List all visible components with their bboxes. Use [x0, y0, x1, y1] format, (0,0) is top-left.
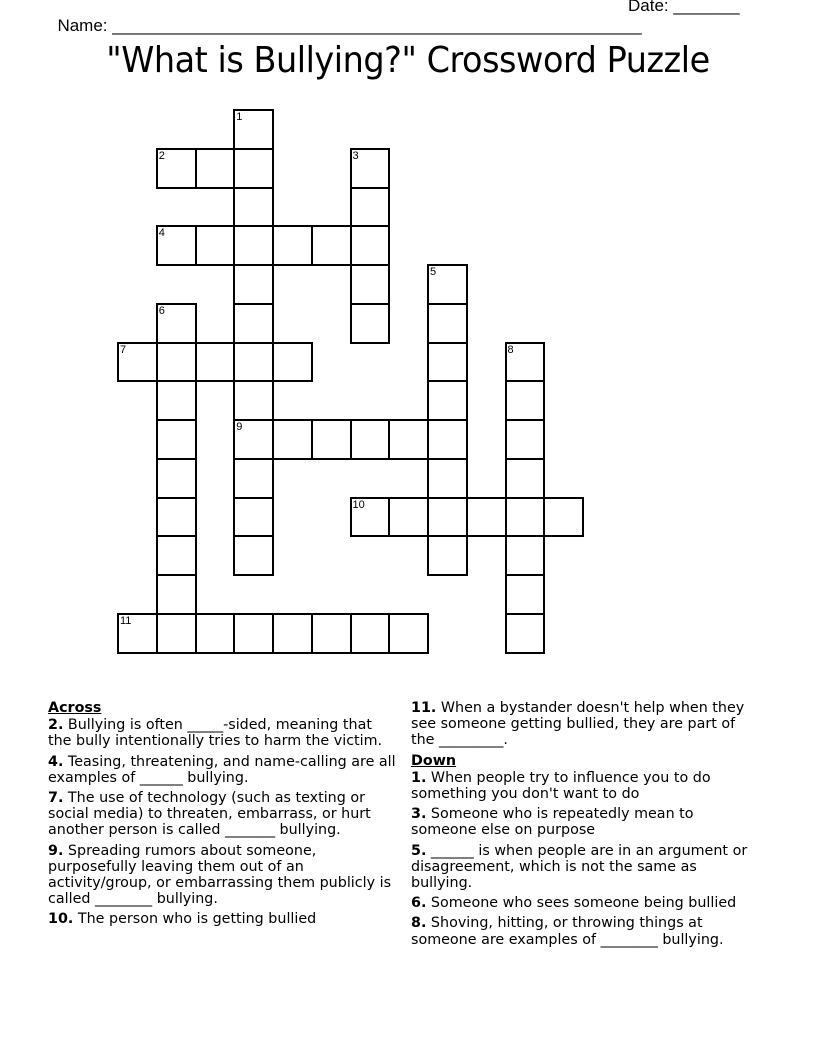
clue-text: Spreading rumors about someone, purposefully leaving them out of an activity/group, or embarrassing them publicly is called ________ bullying.: [48, 842, 392, 908]
grid-cell[interactable]: [233, 225, 274, 266]
grid-cell[interactable]: [233, 419, 274, 460]
clue-text: Someone who is repeatedly mean to someone else on purpose: [411, 806, 694, 839]
grid-cell[interactable]: [427, 303, 468, 344]
grid-cell[interactable]: [195, 148, 236, 189]
grid-cell[interactable]: [388, 497, 429, 538]
grid-cell[interactable]: [427, 419, 468, 460]
grid-cell[interactable]: [195, 225, 236, 266]
clue-text: The use of technology (such as texting or social media) to threaten, embarrass, or hurt another person is called _______ bullying.: [48, 790, 371, 839]
grid-cell[interactable]: [156, 497, 197, 538]
grid-cell[interactable]: [350, 303, 391, 344]
cell-number: 9: [236, 421, 243, 433]
cell-number: 6: [158, 304, 165, 317]
clue-across-7: [48, 790, 398, 839]
grid-cell[interactable]: [350, 148, 391, 189]
clue-number: 6.: [411, 895, 427, 912]
grid-cell[interactable]: [156, 342, 197, 383]
grid-cell[interactable]: [272, 419, 313, 460]
date-field-label[interactable]: Date: _______: [628, 0, 740, 15]
clue-text: ______ is when people are in an argument or disagreement, which is not the same as bullying.: [411, 842, 748, 892]
clue-number: 4.: [48, 753, 64, 770]
clue-text: Bullying is often _____-sided, meaning that the bully intentionally tries to harm the victim.: [48, 717, 383, 750]
grid-cell[interactable]: [427, 458, 468, 499]
grid-cell[interactable]: [388, 419, 429, 460]
grid-cell[interactable]: [505, 419, 546, 460]
grid-cell[interactable]: [233, 380, 274, 421]
grid-cell[interactable]: [350, 187, 391, 228]
down-heading: Down: [411, 752, 457, 769]
grid-cell[interactable]: [272, 225, 313, 266]
grid-cell[interactable]: [350, 613, 391, 654]
grid-cell[interactable]: [466, 497, 507, 538]
grid-cell[interactable]: [350, 264, 391, 305]
clue-number: 3.: [411, 806, 427, 823]
grid-cell[interactable]: [233, 109, 274, 150]
grid-cell[interactable]: [505, 342, 546, 383]
clue-across-2: [48, 717, 398, 749]
grid-cell[interactable]: [156, 419, 197, 460]
clue-down-1: [411, 770, 761, 802]
clue-text: The person who is getting bullied: [73, 911, 317, 928]
grid-cell[interactable]: [272, 342, 313, 383]
grid-cell[interactable]: [156, 574, 197, 615]
grid-cell[interactable]: [427, 497, 468, 538]
grid-cell[interactable]: [233, 264, 274, 305]
clue-number: 1.: [411, 769, 427, 786]
cell-number: 3: [352, 149, 359, 162]
grid-cell[interactable]: [311, 225, 352, 266]
grid-cell[interactable]: [156, 613, 197, 654]
grid-cell[interactable]: [505, 497, 546, 538]
grid-cell[interactable]: [505, 574, 546, 615]
grid-cell[interactable]: [505, 380, 546, 421]
clue-text: Someone who sees someone being bullied: [426, 895, 737, 912]
grid-cell[interactable]: [233, 342, 274, 383]
grid-cell[interactable]: [427, 264, 468, 305]
grid-cell[interactable]: [233, 613, 274, 654]
grid-cell[interactable]: [156, 148, 197, 189]
grid-cell[interactable]: [233, 148, 274, 189]
clue-number: 2.: [48, 717, 64, 734]
cell-number: 11: [120, 614, 132, 627]
cell-number: 1: [236, 111, 243, 123]
grid-cell[interactable]: [543, 497, 584, 538]
grid-cell[interactable]: [233, 535, 274, 576]
clue-text: When people try to influence you to do something you don't want to do: [411, 769, 711, 803]
grid-cell[interactable]: [311, 613, 352, 654]
grid-cell[interactable]: [233, 303, 274, 344]
grid-cell[interactable]: [195, 613, 236, 654]
clue-across-4: [48, 754, 398, 786]
clue-down-3: [411, 806, 761, 838]
clue-down-6: [411, 895, 761, 911]
clue-text: Shoving, hitting, or throwing things at someone are examples of ________ bullying.: [411, 915, 724, 948]
clues-column-left: [48, 700, 398, 932]
cell-number: 10: [352, 498, 365, 511]
clue-number: 5.: [411, 842, 427, 859]
grid-cell[interactable]: [117, 613, 158, 654]
grid-cell[interactable]: [156, 458, 197, 499]
grid-cell[interactable]: [505, 535, 546, 576]
grid-cell[interactable]: [427, 535, 468, 576]
grid-cell[interactable]: [117, 342, 158, 383]
grid-cell[interactable]: [311, 419, 352, 460]
clue-number: 11.: [411, 700, 437, 716]
clue-number: 7.: [48, 790, 64, 807]
clue-down-8: [411, 915, 761, 947]
grid-cell[interactable]: [195, 342, 236, 383]
clue-number: 9.: [48, 842, 64, 859]
clues-column-right: [411, 700, 761, 952]
grid-cell[interactable]: [156, 303, 197, 344]
grid-cell[interactable]: [272, 613, 313, 654]
clue-across-9: [48, 843, 398, 908]
clue-number: 8.: [411, 915, 427, 932]
clue-number: 10.: [48, 911, 74, 928]
clue-text: Teasing, threatening, and name-calling are all examples of ______ bullying.: [48, 753, 396, 786]
grid-cell[interactable]: [350, 225, 391, 266]
cell-number: 2: [158, 149, 165, 162]
clue-text: When a bystander doesn't help when they see someone getting bullied, they are part of the _________.: [411, 700, 745, 749]
grid-cell[interactable]: [505, 458, 546, 499]
grid-cell[interactable]: [156, 380, 197, 421]
cell-number: 5: [430, 266, 437, 278]
grid-cell[interactable]: [427, 380, 468, 421]
cell-number: 4: [158, 227, 165, 240]
clue-across-11: [411, 700, 761, 749]
page-title: "What is Bullying?" Crossword Puzzle: [106, 40, 710, 81]
grid-cell[interactable]: [233, 458, 274, 499]
grid-cell[interactable]: [350, 419, 391, 460]
grid-cell[interactable]: [427, 342, 468, 383]
grid-cell[interactable]: [350, 497, 391, 538]
clue-down-5: [411, 843, 761, 892]
cell-number: 8: [507, 343, 514, 356]
cell-number: 7: [120, 343, 127, 356]
grid-cell[interactable]: [156, 535, 197, 576]
grid-cell[interactable]: [233, 497, 274, 538]
grid-cell[interactable]: [233, 187, 274, 228]
grid-cell[interactable]: [505, 613, 546, 654]
grid-cell[interactable]: [388, 613, 429, 654]
name-field-label[interactable]: Name: ________________________________________________________: [57, 16, 642, 35]
across-heading: Across: [48, 700, 102, 716]
grid-cell[interactable]: [156, 225, 197, 266]
clue-across-10: [48, 911, 398, 927]
